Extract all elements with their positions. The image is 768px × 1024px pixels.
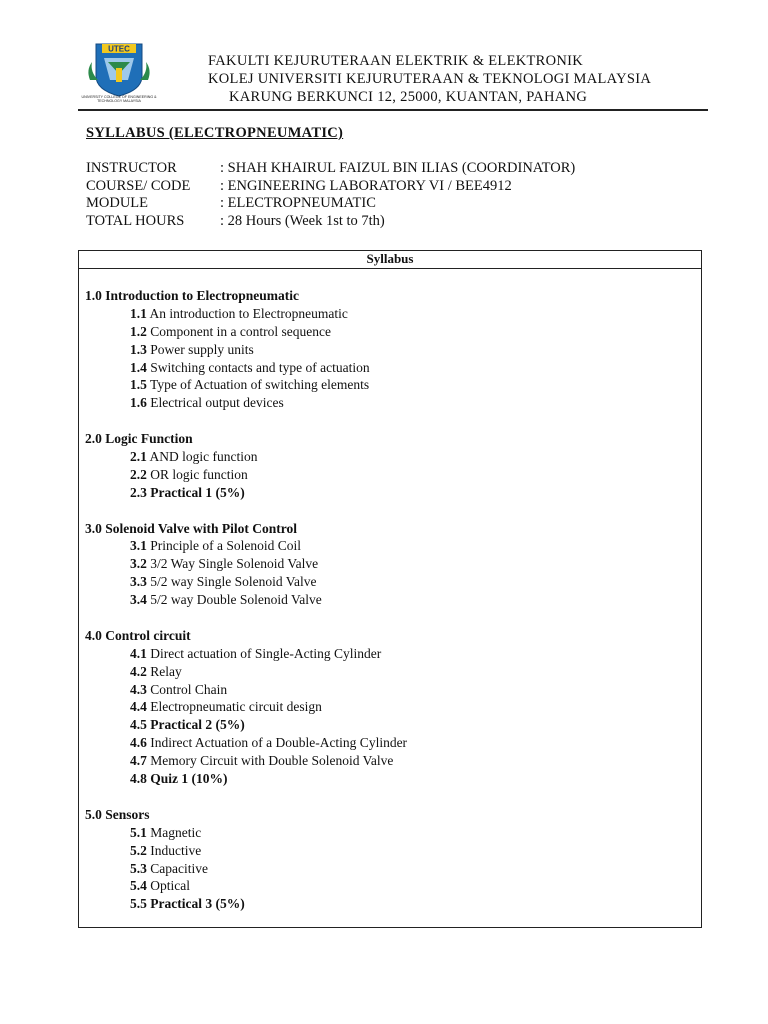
item-text: Indirect Actuation of a Double-Acting Cylinder — [150, 735, 408, 751]
syllabus-item — [85, 645, 407, 663]
item-text: Capacitive — [150, 860, 208, 876]
syllabus-item — [85, 770, 407, 788]
item-number: 1.4 — [130, 359, 147, 375]
syllabus-item — [85, 895, 407, 913]
info-row-course — [86, 178, 575, 196]
section-title: 2.0 Logic Function — [85, 431, 193, 447]
item-number: 5.5 — [130, 896, 147, 912]
item-number: 3.3 — [130, 574, 147, 590]
syllabus-item — [85, 681, 407, 699]
item-number: 2.1 — [130, 449, 147, 465]
section-title: 1.0 Introduction to Electropneumatic — [85, 288, 299, 303]
syllabus-item — [85, 752, 407, 770]
syllabus-section — [85, 287, 407, 412]
syllabus-section — [85, 627, 407, 788]
item-number: 1.1 — [130, 305, 147, 321]
item-text: Quiz 1 (10%) — [150, 771, 228, 787]
item-number: 4.5 — [130, 717, 147, 733]
item-number: 2.3 — [130, 484, 147, 500]
item-number: 1.2 — [130, 323, 147, 339]
item-text: Component in a control sequence — [150, 323, 331, 339]
syllabus-item — [85, 698, 407, 716]
logo-caption: UNIVERSITY COLLEGE OF ENGINEERING & TECHNOLOGY MALAYSIA — [81, 95, 157, 103]
item-text: Direct actuation of Single-Acting Cylinder — [150, 645, 382, 661]
item-text: Control Chain — [150, 681, 228, 697]
item-text: AND logic function — [149, 449, 258, 465]
item-text: Memory Circuit with Double Solenoid Valve — [150, 753, 394, 769]
syllabus-section — [85, 520, 407, 609]
item-number: 1.5 — [130, 377, 147, 393]
info-label: COURSE/ CODE — [86, 177, 191, 194]
item-text: Practical 2 (5%) — [150, 717, 245, 733]
item-number: 4.6 — [130, 735, 147, 751]
address: KARUNG BERKUNCI 12, 25000, KUANTAN, PAHANG — [229, 89, 588, 105]
item-text: Practical 3 (5%) — [150, 896, 245, 912]
faculty-name: FAKULTI KEJURUTERAAN ELEKTRIK & ELEKTRONIK — [208, 53, 584, 69]
item-text: Type of Actuation of switching elements — [150, 377, 370, 393]
info-label: INSTRUCTOR — [86, 160, 177, 176]
syllabus-item — [85, 824, 407, 842]
syllabus-table-header: Syllabus — [79, 251, 701, 269]
syllabus-table — [78, 250, 702, 928]
info-label: TOTAL HOURS — [86, 212, 185, 229]
syllabus-item — [85, 484, 407, 502]
syllabus-item — [85, 842, 407, 860]
syllabus-item — [85, 734, 407, 752]
item-text: Relay — [150, 663, 182, 679]
item-number: 5.2 — [130, 842, 147, 858]
syllabus-item — [85, 877, 407, 895]
item-number: 4.1 — [130, 645, 147, 661]
syllabus-item — [85, 573, 407, 591]
info-value: : ELECTROPNEUMATIC — [220, 195, 376, 212]
syllabus-item — [85, 466, 407, 484]
item-number: 5.3 — [130, 860, 147, 876]
section-title: 4.0 Control circuit — [85, 627, 191, 643]
logo-text: UTEC — [108, 44, 130, 54]
item-number: 4.2 — [130, 663, 147, 679]
item-text: 5/2 way Double Solenoid Valve — [150, 592, 322, 608]
info-row-hours — [86, 213, 575, 231]
item-text: Magnetic — [150, 824, 202, 840]
item-text: Power supply units — [150, 341, 254, 357]
item-text: Optical — [150, 878, 190, 894]
item-text: 5/2 way Single Solenoid Valve — [150, 574, 317, 590]
item-text: 3/2 Way Single Solenoid Valve — [150, 556, 319, 572]
syllabus-item — [85, 305, 407, 323]
course-info — [86, 160, 575, 230]
syllabus-item — [85, 359, 407, 377]
item-text: Switching contacts and type of actuation — [150, 359, 370, 375]
item-text: Electrical output devices — [150, 395, 284, 411]
syllabus-section — [85, 430, 407, 502]
item-text: OR logic function — [150, 466, 248, 482]
university-name: KOLEJ UNIVERSITI KEJURUTERAAN & TEKNOLOGI MALAYSIA — [208, 71, 652, 87]
syllabus-item — [85, 716, 407, 734]
syllabus-item — [85, 376, 407, 394]
info-value: : ENGINEERING LABORATORY VI / BEE4912 — [220, 177, 512, 194]
page-title: SYLLABUS (ELECTROPNEUMATIC) — [86, 125, 344, 141]
item-number: 2.2 — [130, 466, 147, 482]
syllabus-item — [85, 555, 407, 573]
syllabus-item — [85, 537, 407, 555]
item-number: 1.6 — [130, 395, 147, 411]
item-number: 3.1 — [130, 538, 147, 554]
section-title: 3.0 Solenoid Valve with Pilot Control — [85, 520, 298, 536]
syllabus-item — [85, 663, 407, 681]
item-text: An introduction to Electropneumatic — [149, 305, 348, 321]
item-text: Electropneumatic circuit design — [150, 699, 322, 715]
item-text: Practical 1 (5%) — [150, 484, 245, 500]
item-number: 3.2 — [130, 556, 147, 572]
info-value: : 28 Hours (Week 1st to 7th) — [220, 212, 385, 229]
syllabus-item — [85, 323, 407, 341]
item-number: 4.3 — [130, 681, 147, 697]
syllabus-item — [85, 591, 407, 609]
item-number: 5.1 — [130, 824, 147, 840]
syllabus-section — [85, 806, 407, 913]
utec-logo — [80, 40, 158, 106]
info-row-instructor — [86, 160, 575, 178]
syllabus-item — [85, 341, 407, 359]
info-value: : SHAH KHAIRUL FAIZUL BIN ILIAS (COORDINATOR) — [220, 160, 576, 176]
info-label: MODULE — [86, 195, 149, 212]
item-text: Inductive — [150, 842, 202, 858]
info-row-module — [86, 195, 575, 213]
item-number: 1.3 — [130, 341, 147, 357]
item-number: 3.4 — [130, 592, 147, 608]
syllabus-item — [85, 394, 407, 412]
item-number: 4.4 — [130, 699, 147, 715]
syllabus-item — [85, 448, 407, 466]
item-number: 4.7 — [130, 753, 147, 769]
item-number: 4.8 — [130, 771, 147, 787]
header-divider — [78, 109, 708, 111]
section-title: 5.0 Sensors — [85, 806, 150, 822]
syllabus-item — [85, 860, 407, 878]
item-number: 5.4 — [130, 878, 147, 894]
item-text: Principle of a Solenoid Coil — [150, 538, 301, 554]
syllabus-sections — [85, 287, 407, 931]
